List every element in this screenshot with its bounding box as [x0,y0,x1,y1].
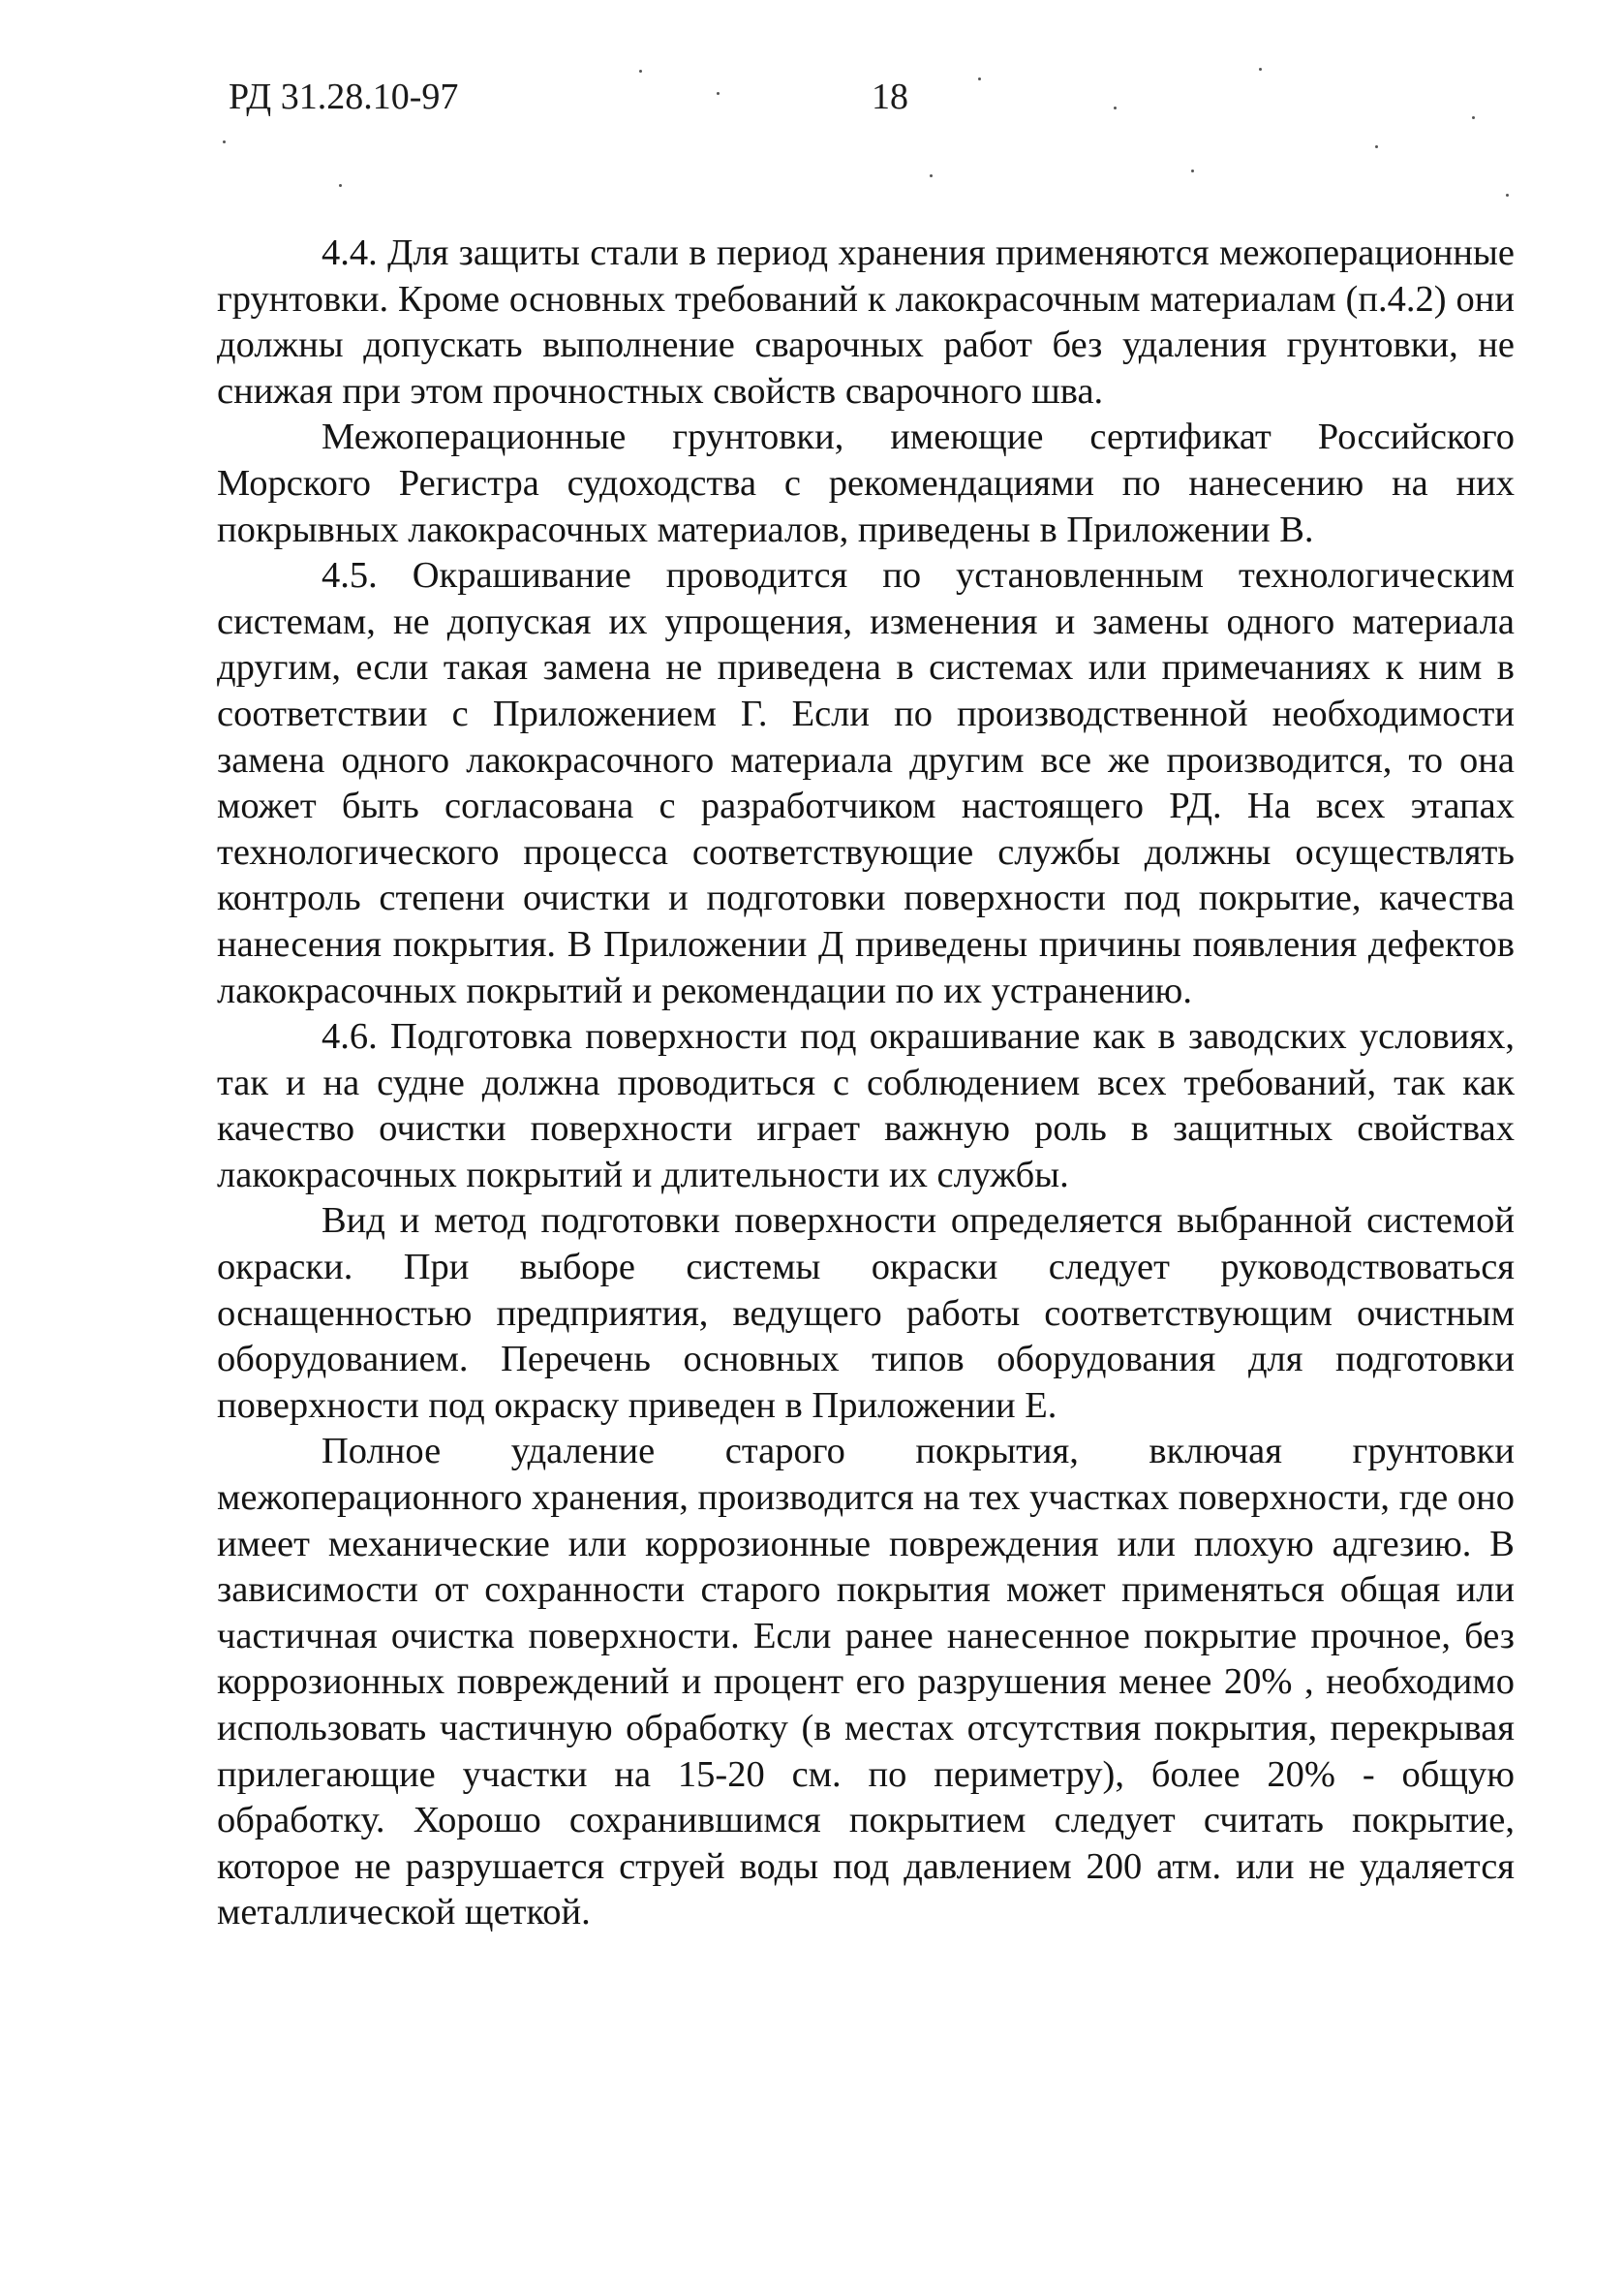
paragraph-old-coating-removal: Полное удаление старого покрытия, включая грунтовки межоперационного хранения, производится на тех участках поверхности, где оно имеет механические или коррозионные повреждения или плохую адгезию. В зависимости от сохранности старого покрытия может применяться общая или частичная очистка поверхности. Если ранее нанесенное покрытие прочное, без коррозионных повреждений и процент его разрушения менее 20% , необходимо использовать частичную обработку (в местах отсутствия покрытия, перекрывая прилегающие участки на 15-20 см. по периметру), более 20% - общую обработку. Хорошо сохранившимся покрытием следует считать покрытие, которое не разрушается струей воды под давлением 200 атм. или не удаляется металлической щеткой. [217,1431,1515,1933]
scan-speck [1506,194,1509,197]
scan-speck [1259,68,1262,71]
paragraph-surface-preparation-method: Вид и метод подготовки поверхности определяется выбранной системой окраски. При выборе системы окраски следует руководствоваться оснащенностью предприятия, ведущего работы соответствующим очистным оборудованием. Перечень основных типов оборудования для подготовки поверхности под окраску приведен в Приложении Е. [217,1200,1515,1426]
scan-speck [339,184,342,187]
paragraph-4-5: 4.5. Окрашивание проводится по установленным технологическим системам, не допуская их упрощения, изменения и замены одного материала другим, если такая замена не приведена в системах или примечаниях к ним в соответствии с Приложением Г. Если по производственной необходимости замена одного лакокрасочного материала другим все же производится, то она может быть согласована с разработчиком настоящего РД. На всех этапах технологического процесса соответствующие службы должны осуществлять контроль степени очистки и подготовки поверхности под покрытие, качества нанесения покрытия. В Приложении Д приведены причины появления дефектов лакокрасочных покрытий и рекомендации по их устранению. [217,555,1515,1011]
scan-speck [223,140,226,143]
scan-speck [717,92,720,95]
paragraph-4-6: 4.6. Подготовка поверхности под окрашивание как в заводских условиях, так и на судне должна проводиться с соблюдением всех требований, так как качество очистки поверхности играет важную роль в защитных свойствах лакокрасочных покрытий и длительности их службы. [217,1016,1515,1195]
paragraph-primers-certificate: Межоперационные грунтовки, имеющие сертификат Российского Морского Регистра судоходства с рекомендациями по нанесению на них покрывных лакокрасочных материалов, приведены в Приложении В. [217,417,1515,550]
scan-speck [639,70,642,73]
scan-speck [1114,107,1117,109]
scan-speck [1375,145,1378,148]
scan-speck [978,77,981,80]
scan-speck [930,174,933,177]
page-number: 18 [872,77,908,117]
scan-speck [1472,116,1475,119]
body-text [217,231,1515,1936]
document-code: РД 31.28.10-97 [229,77,459,117]
scan-speck [1191,170,1194,172]
page-header [229,76,1507,134]
paragraph-4-4: 4.4. Для защиты стали в период хранения применяются межоперационные грунтовки. Кроме основных требований к лакокрасочным материалам (п.4.2) они должны допускать выполнение сварочных работ без удаления грунтовки, не снижая при этом прочностных свойств сварочного шва. [217,232,1515,412]
